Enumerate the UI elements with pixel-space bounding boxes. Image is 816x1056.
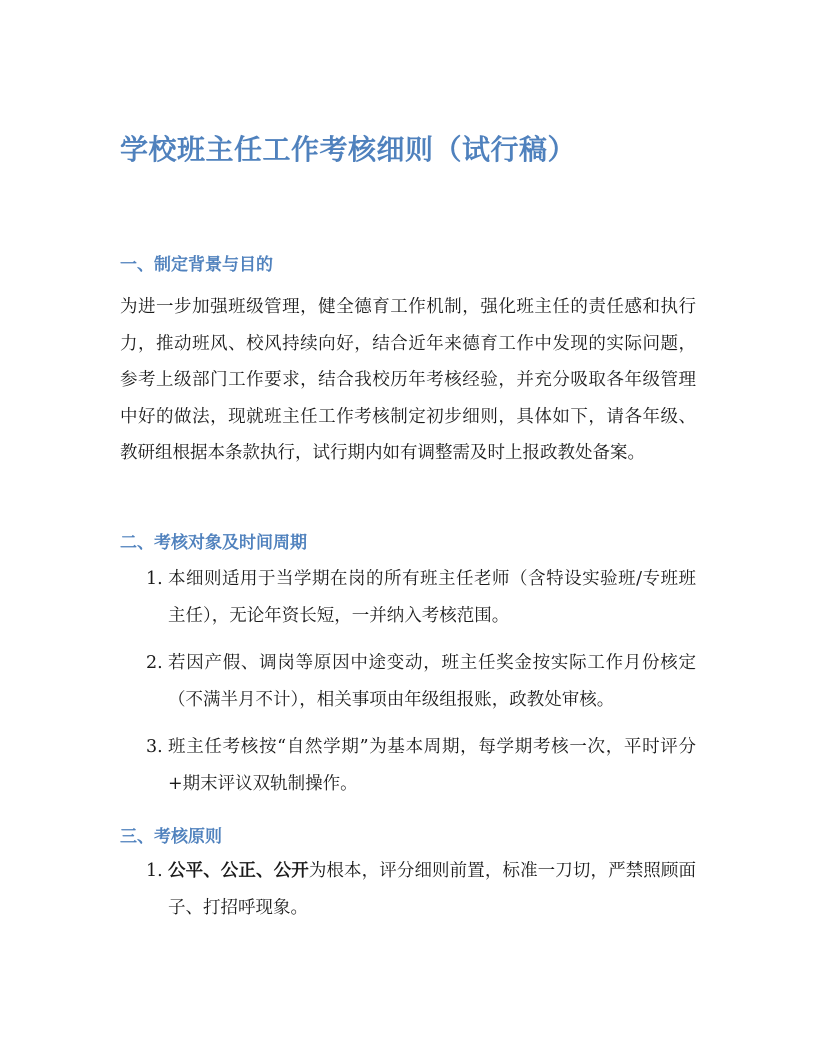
list-number: 1. (146, 569, 163, 589)
list-bold-text: 公平、公正、公开 (168, 861, 309, 881)
list-item (146, 645, 696, 718)
list-number: 1. (146, 861, 163, 881)
document-title: 学校班主任工作考核细则（试行稿） (120, 133, 577, 166)
list-item (146, 853, 696, 926)
section-heading-principles: 三、考核原则 (120, 827, 222, 847)
list-text: 本细则适用于当学期在岗的所有班主任老师（含特设实验班/专班班主任），无论年资长短，一并纳入考核范围。 (168, 569, 696, 626)
list-item (146, 561, 696, 634)
section-heading-scope: 二、考核对象及时间周期 (120, 533, 307, 553)
list-text (168, 853, 696, 926)
list-text: 班主任考核按“自然学期”为基本周期，每学期考核一次，平时评分+期末评议双轨制操作。 (168, 737, 696, 794)
section-paragraph-background: 为进一步加强班级管理，健全德育工作机制，强化班主任的责任感和执行力，推动班风、校风持续向好，结合近年来德育工作中发现的实际问题，参考上级部门工作要求，结合我校历年考核经验，并充分吸取各年级管理中好的做法，现就班主任工作考核制定初步细则，具体如下，请各年级、教研组根据本条款执行，试行期内如有调整需及时上报政教处备案。 (120, 297, 696, 463)
list-number: 2. (146, 653, 163, 673)
list-rest-text: 为根本，评分细则前置，标准一刀切，严禁照顾面子、打招呼现象。 (168, 861, 696, 918)
list-item (146, 729, 696, 802)
list-text: 若因产假、调岗等原因中途变动，班主任奖金按实际工作月份核定（不满半月不计），相关事项由年级组报账，政教处审核。 (168, 653, 696, 710)
section-heading-background: 一、制定背景与目的 (120, 255, 273, 275)
list-number: 3. (146, 737, 163, 757)
